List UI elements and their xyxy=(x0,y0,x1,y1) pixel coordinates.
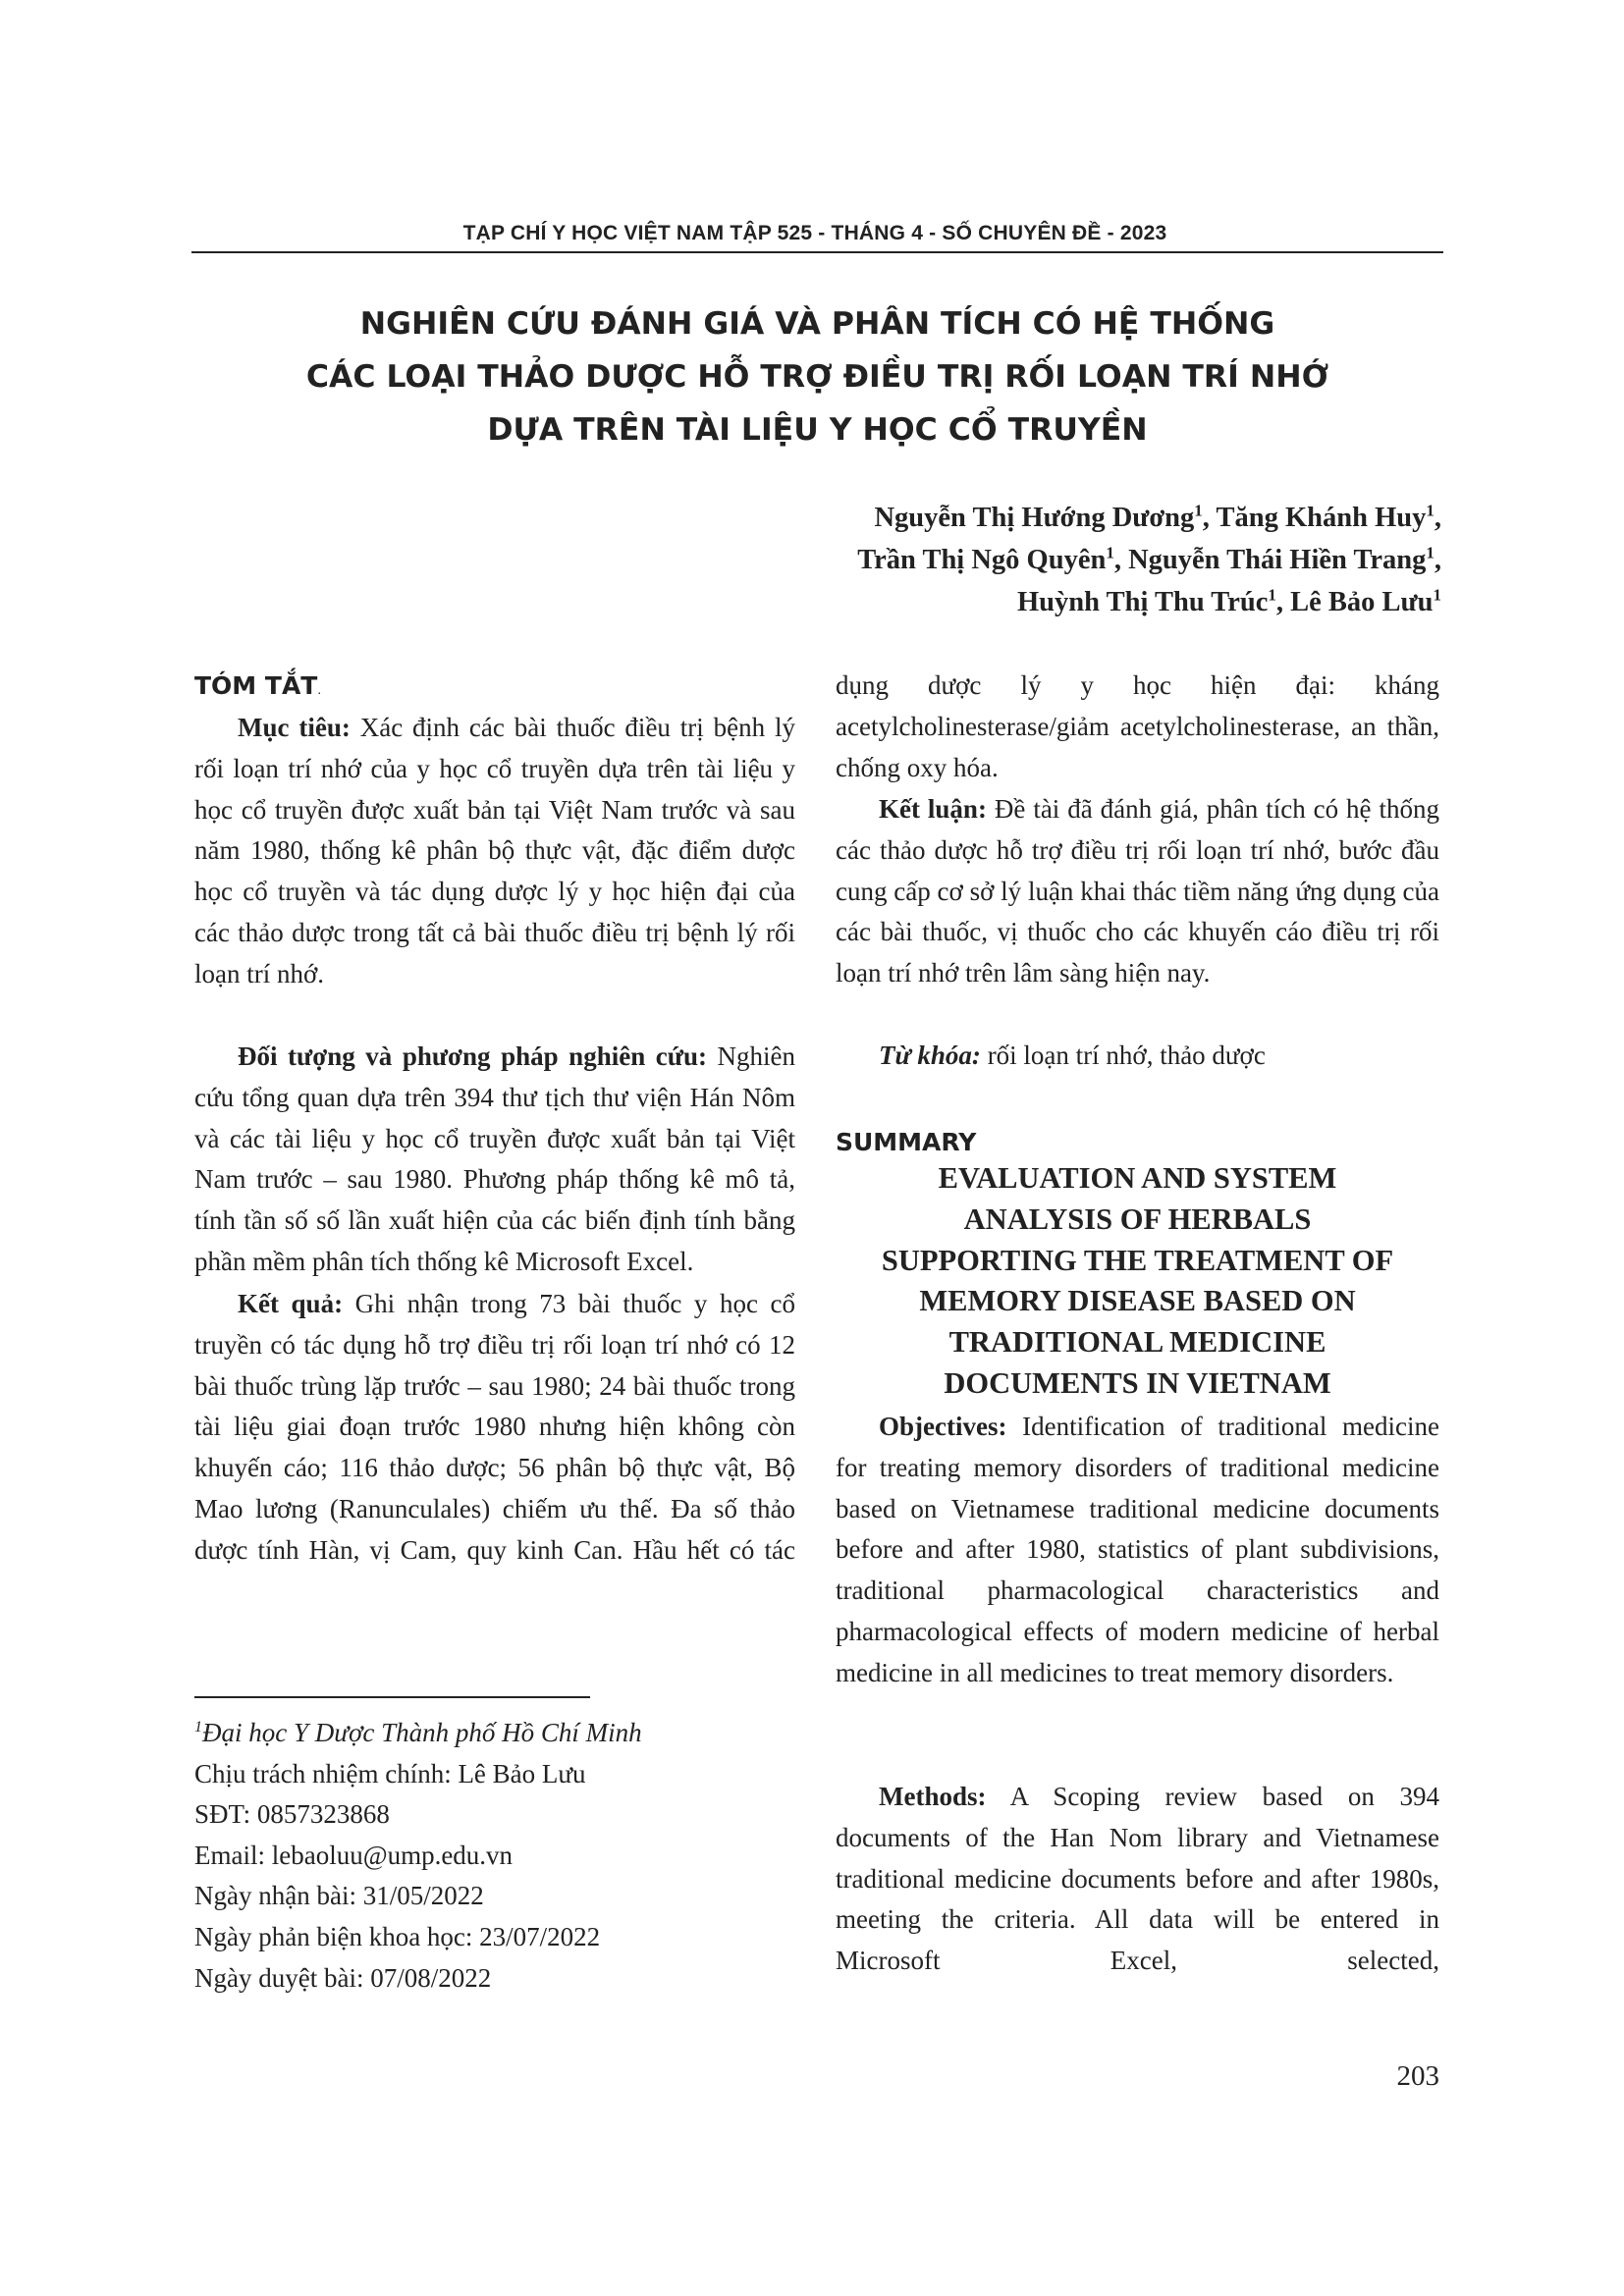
results-paragraph xyxy=(194,1284,795,1572)
author-separator: , xyxy=(1202,503,1217,533)
keywords-label: Từ khóa: xyxy=(879,1041,981,1070)
author-name: Nguyễn Thái Hiền Trang xyxy=(1128,545,1427,575)
affiliation-marker: 1 xyxy=(194,1719,202,1735)
abstract-heading-trail: . xyxy=(317,683,322,697)
english-title-line: ANALYSIS OF HERBALS xyxy=(963,1201,1312,1236)
objective-label: Mục tiêu: xyxy=(238,713,351,742)
author-list xyxy=(857,497,1441,623)
objectives-paragraph xyxy=(836,1407,1439,1694)
keywords-text: rối loạn trí nhớ, thảo dược xyxy=(980,1041,1266,1070)
english-title-line: EVALUATION AND SYSTEM xyxy=(938,1161,1337,1195)
title-line: CÁC LOẠI THẢO DƯỢC HỖ TRỢ ĐIỀU TRỊ RỐI LOẠN TRÍ NHỚ xyxy=(305,359,1329,395)
footnote-rule xyxy=(194,1696,590,1698)
methods-en-label: Methods: xyxy=(879,1782,987,1811)
methods-label: Đối tượng và phương pháp nghiên cứu: xyxy=(238,1041,707,1071)
author-separator: , xyxy=(1113,545,1129,575)
affiliation-text: Đại học Y Dược Thành phố Hồ Chí Minh xyxy=(202,1718,642,1747)
affiliation-marker: 1 xyxy=(1194,501,1203,520)
methods-text: Nghiên cứu tổng quan dựa trên 394 thư tịch thư viện Hán Nôm và các tài liệu y học cổ truyền được xuất bản tại Việt Nam trước – sau 1980. Phương pháp thống kê mô tả, tính tần số số lần xuất hiện của các biến định tính bằng phần mềm phân tích thống kê Microsoft Excel. xyxy=(194,1041,796,1276)
corresponding-author: Chịu trách nhiệm chính: Lê Bảo Lưu xyxy=(194,1758,586,1789)
accepted-date: Ngày duyệt bài: 07/08/2022 xyxy=(194,1962,492,1993)
review-date: Ngày phản biện khoa học: 23/07/2022 xyxy=(194,1921,601,1951)
conclusion-paragraph xyxy=(836,789,1439,994)
objectives-label: Objectives: xyxy=(879,1412,1007,1441)
author-name: Tăng Khánh Huy xyxy=(1216,503,1427,533)
running-header: TẠP CHÍ Y HỌC VIỆT NAM TẬP 525 - THÁNG 4 - SỐ CHUYÊN ĐỀ - 2023 xyxy=(462,222,1167,244)
affiliation-marker: 1 xyxy=(1426,501,1435,520)
affiliation-marker: 1 xyxy=(1106,543,1114,562)
title-line: NGHIÊN CỨU ĐÁNH GIÁ VÀ PHÂN TÍCH CÓ HỆ THỐNG xyxy=(359,306,1275,342)
affiliation-marker: 1 xyxy=(1433,585,1441,605)
email-address: Email: lebaoluu@ump.edu.vn xyxy=(194,1840,514,1870)
author-separator: , xyxy=(1275,587,1291,617)
english-title-line: DOCUMENTS IN VIETNAM xyxy=(944,1365,1331,1400)
header-rule xyxy=(191,251,1443,253)
english-title xyxy=(836,1158,1439,1405)
received-date: Ngày nhận bài: 31/05/2022 xyxy=(194,1881,484,1911)
phone-number: SĐT: 0857323868 xyxy=(194,1799,390,1830)
affiliation-note xyxy=(194,1713,642,1754)
results-label: Kết quả: xyxy=(238,1289,344,1318)
page-number: 203 xyxy=(1396,2060,1439,2092)
results-continuation: dụng dược lý y học hiện đại: kháng acetylcholinesterase/giảm acetylcholinesterase, an thần, chống oxy hóa. xyxy=(836,670,1439,782)
affiliation-marker: 1 xyxy=(1268,585,1276,605)
author-name: Trần Thị Ngô Quyên xyxy=(857,545,1107,575)
objective-text: Xác định các bài thuốc điều trị bệnh lý rối loạn trí nhớ của y học cổ truyền dựa trên tài liệu y học cổ truyền được xuất bản tại Việt Nam trước và sau năm 1980, thống kê phân bộ thực vật, đặc điểm dược học cổ truyền và tác dụng dược lý y học hiện đại của các thảo dược trong tất cả bài thuốc điều trị bệnh lý rối loạn trí nhớ. xyxy=(194,713,796,988)
methods-en-paragraph xyxy=(836,1777,1439,1982)
english-title-line: MEMORY DISEASE BASED ON xyxy=(919,1284,1356,1318)
summary-heading: SUMMARY xyxy=(836,1128,977,1156)
affiliation-marker: 1 xyxy=(1426,543,1435,562)
author-name: Huỳnh Thị Thu Trúc xyxy=(1017,587,1269,617)
author-line xyxy=(857,581,1441,623)
english-title-line: SUPPORTING THE TREATMENT OF xyxy=(881,1243,1394,1277)
author-separator: , xyxy=(1434,503,1441,533)
objective-paragraph xyxy=(194,708,795,995)
author-separator: , xyxy=(1434,545,1441,575)
article-title xyxy=(191,297,1443,456)
footnotes xyxy=(194,1713,642,1999)
results-text: Ghi nhận trong 73 bài thuốc y học cổ truyền có tác dụng hỗ trợ điều trị rối loạn trí nhớ có 12 bài thuốc trùng lặp trước – sau 1980; 24 bài thuốc trong tài liệu giai đoạn trước 1980 nhưng hiện không còn khuyến cáo; 116 thảo dược; 56 phân bộ thực vật, Bộ Mao lương (Ranunculales) chiếm ưu thế. Đa số thảo dược tính Hàn, vị Cam, quy kinh Can. Hầu hết có tác xyxy=(194,1289,795,1565)
keywords-paragraph xyxy=(836,1036,1439,1077)
abstract-heading-text: TÓM TẮT xyxy=(194,671,318,700)
conclusion-text: Đề tài đã đánh giá, phân tích có hệ thống các thảo dược hỗ trợ điều trị rối loạn trí nhớ, bước đầu cung cấp cơ sở lý luận khai thác tiềm năng ứng dụng của các bài thuốc, vị thuốc cho các khuyến cáo điều trị rối loạn trí nhớ trên lâm sàng hiện nay. xyxy=(836,794,1439,988)
author-line xyxy=(857,497,1441,539)
objectives-text: Identification of traditional medicine for treating memory disorders of traditional medicine based on Vietnamese traditional medicine documents before and after 1980, statistics of plant subdivisions, traditional pharmacological characteristics and pharmacological effects of modern medicine of herbal medicine in all medicines to treat memory disorders. xyxy=(836,1412,1439,1687)
methods-en-text: A Scoping review based on 394 documents of the Han Nom library and Vietnamese traditional medicine documents before and after 1980s, meeting the criteria. All data will be entered in Microsoft Excel, selected, xyxy=(836,1782,1439,1976)
abstract-heading xyxy=(194,666,321,712)
title-line: DỰA TRÊN TÀI LIỆU Y HỌC CỔ TRUYỀN xyxy=(487,412,1148,448)
author-name: Nguyễn Thị Hướng Dương xyxy=(874,503,1195,533)
author-line xyxy=(857,539,1441,581)
conclusion-label: Kết luận: xyxy=(879,794,987,824)
methods-paragraph xyxy=(194,1037,795,1283)
author-name: Lê Bảo Lưu xyxy=(1290,587,1434,617)
english-title-line: TRADITIONAL MEDICINE xyxy=(948,1325,1326,1360)
